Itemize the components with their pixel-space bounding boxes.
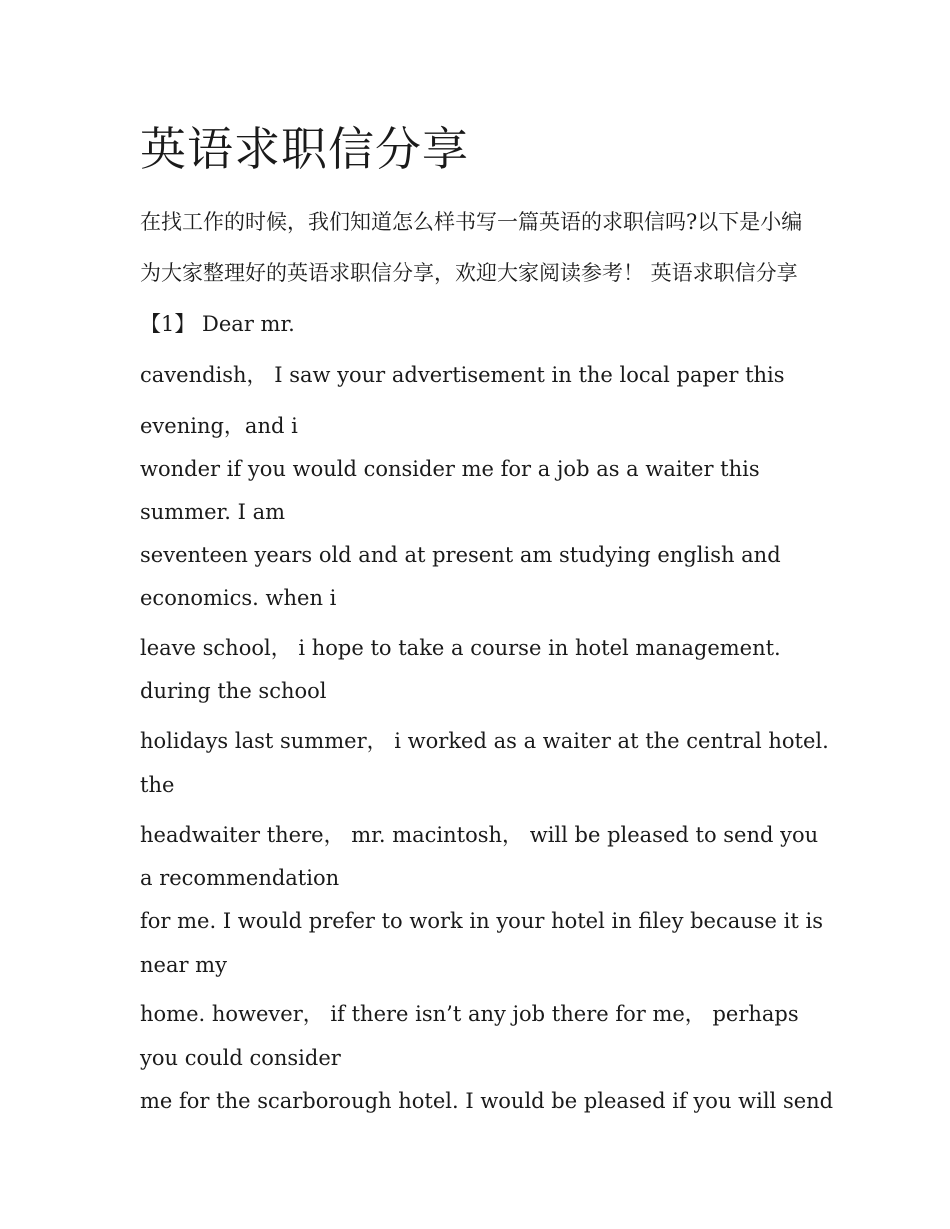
body-line-12: a recommendation — [140, 866, 340, 890]
body-line-2: evening，and i — [140, 414, 298, 438]
body-line-6: economics. when i — [140, 586, 337, 610]
body-line-11: headwaiter there， mr. macintosh， will be pleased to send you — [140, 823, 819, 847]
body-line-16: you could consider — [140, 1046, 341, 1070]
body-line-17: me for the scarborough hotel. I would be pleased if you will send — [140, 1089, 834, 1113]
body-line-5: seventeen years old and at present am studying english and — [140, 543, 781, 567]
body-line-8: during the school — [140, 679, 327, 703]
body-line-14: near my — [140, 953, 227, 977]
body-line-7: leave school， i hope to take a course in hotel management. — [140, 636, 781, 660]
body-line-15: home. however， if there isn’t any job there for me， perhaps — [140, 1002, 799, 1026]
intro-paragraph: 在找工作的时候，我们知道怎么样书写一篇英语的求职信吗?以下是小编为大家整理好的英语求职信分享，欢迎大家阅读参考！ 英语求职信分享【1】 Dear mr. — [140, 210, 803, 336]
body-line-4: summer. I am — [140, 500, 286, 524]
body-line-13: for me. I would prefer to work in your hotel in filey because it is — [140, 909, 823, 933]
body-line-9: holidays last summer， i worked as a waiter at the central hotel. — [140, 729, 829, 753]
document-title: 英语求职信分享 — [140, 122, 469, 176]
body-line-1: cavendish， I saw your advertisement in the local paper this — [140, 363, 785, 387]
body-line-3: wonder if you would consider me for a job as a waiter this — [140, 457, 760, 481]
body-line-10: the — [140, 773, 175, 797]
